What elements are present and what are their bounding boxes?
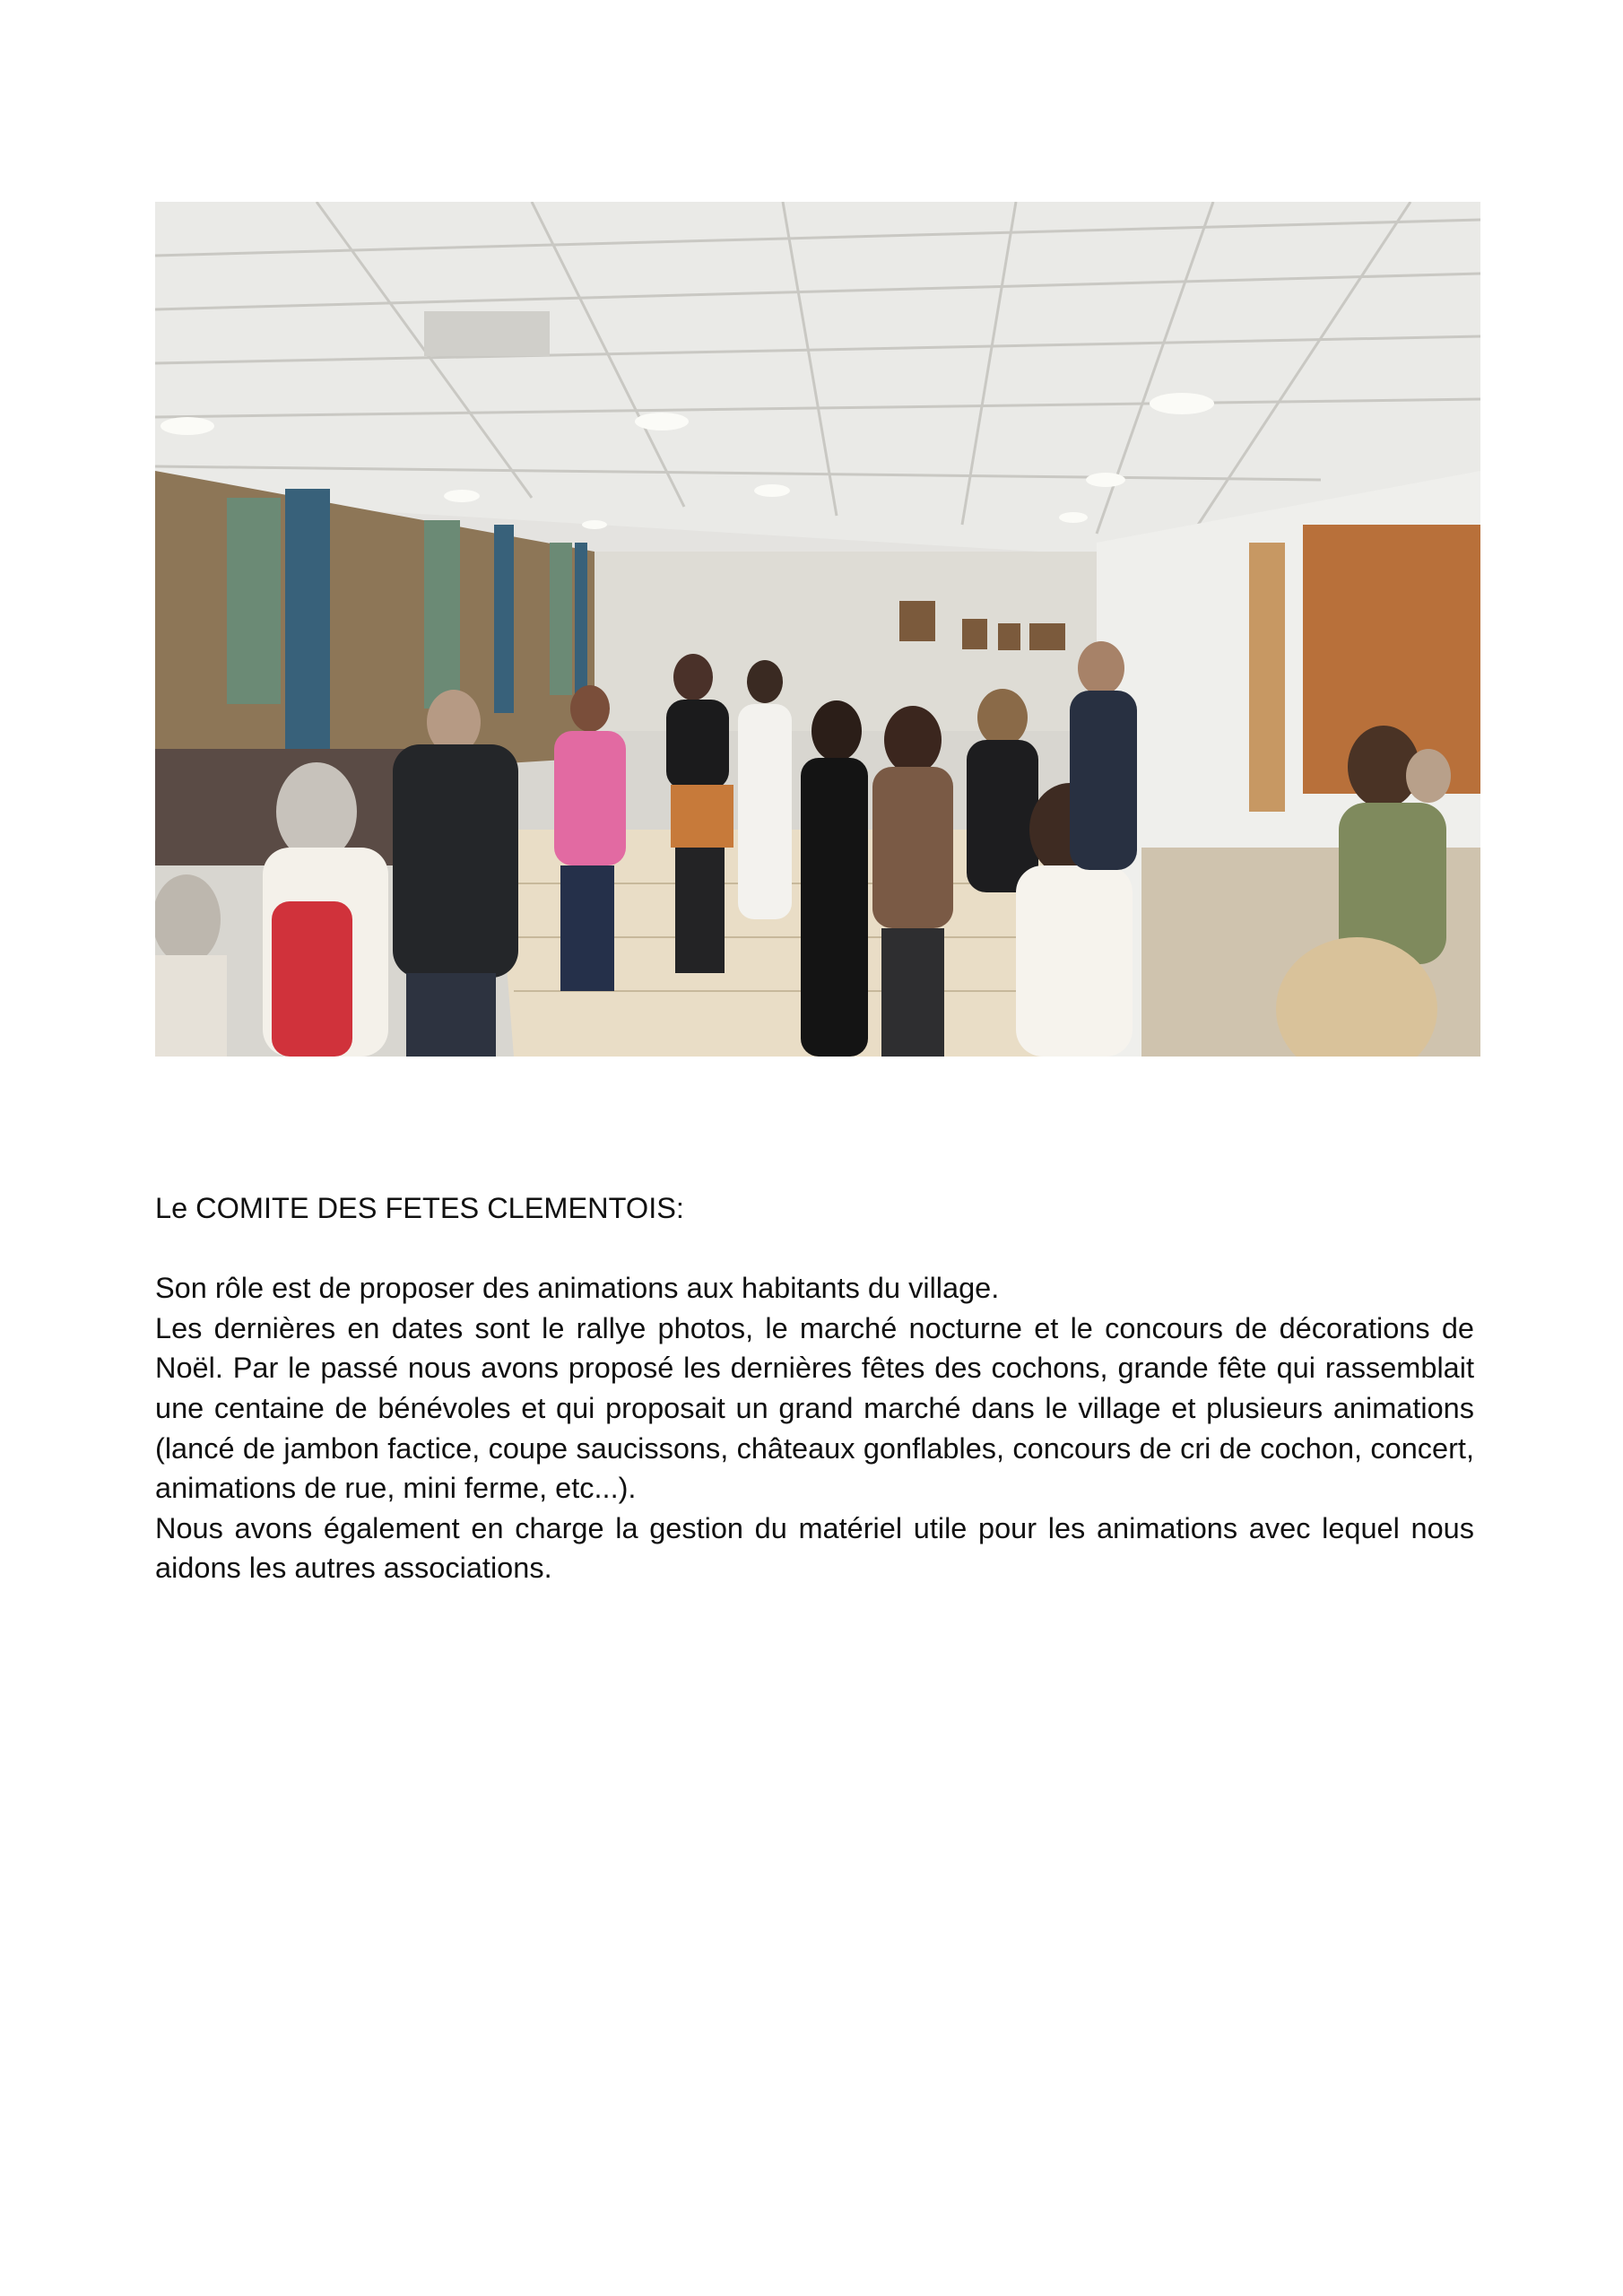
article-heading: Le COMITE DES FETES CLEMENTOIS: <box>155 1192 684 1224</box>
article-text <box>155 1188 1474 1588</box>
article-paragraph: Son rôle est de proposer des animations aux habitants du village. <box>155 1272 1000 1305</box>
article-paragraph: Nous avons également en charge la gestion du matériel utile pour les animations avec lequel nous aidons les autres associations. <box>155 1511 1474 1585</box>
market-hall-photo <box>155 202 1480 1057</box>
market-hall-illustration <box>155 202 1480 1057</box>
article-paragraph: Les dernières en dates sont le rallye photos, le marché nocturne et le concours de décorations de Noël. Par le passé nous avons proposé les dernières fêtes des cochons, grande fête qui rassemblait une centaine de bénévoles et qui proposait un grand marché dans le village et plusieurs animations (lancé de jambon factice, coupe saucissons, châteaux gonflables, concours de cri de cochon, concert, animations de rue, mini ferme, etc...). <box>155 1311 1474 1505</box>
